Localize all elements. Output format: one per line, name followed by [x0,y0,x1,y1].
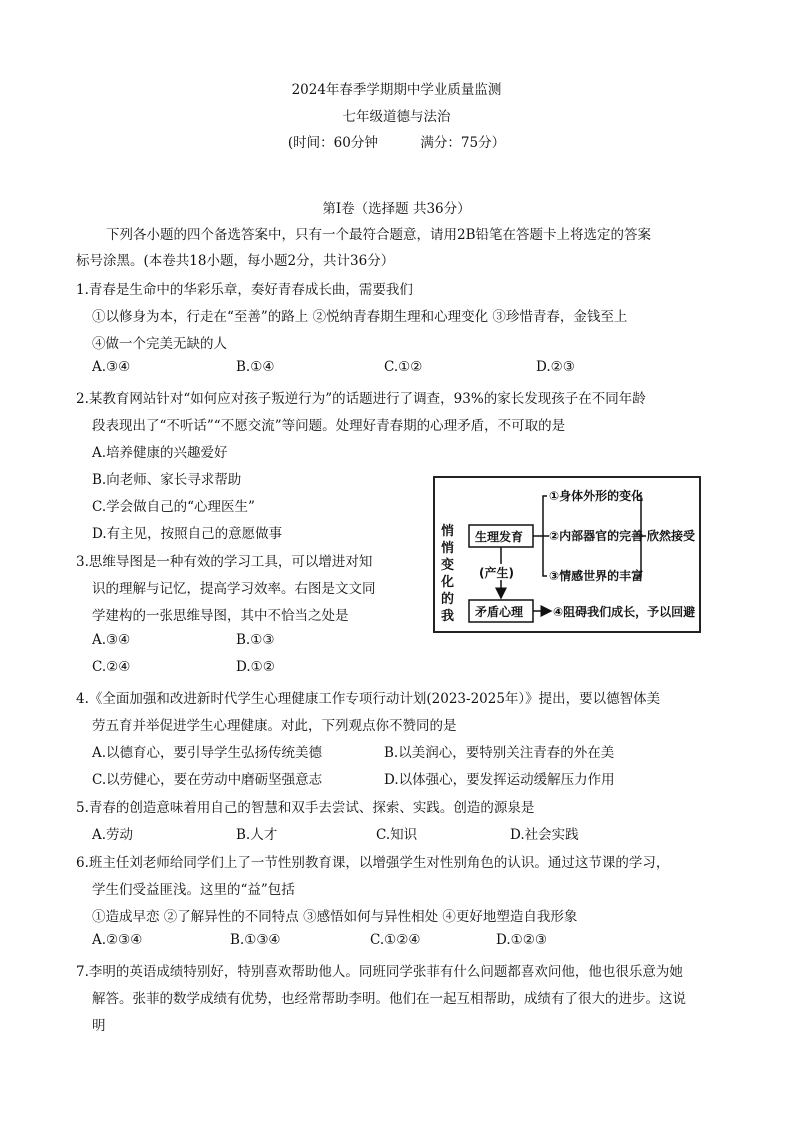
node-produce: (产生) [479,566,514,580]
vertical-label-char: 悄 [441,541,455,556]
branch-4: ④阻碍我们成长，予以回避 [553,605,696,619]
q3-option-d[interactable]: D.①② [236,659,275,675]
q6-option-c[interactable]: C.①②④ [370,932,421,948]
q1-option-d[interactable]: D.②③ [536,359,575,375]
q1-option-c[interactable]: C.①② [384,359,423,375]
q3-stem-2: 识的理解与记忆，提高学习效率。右图是文文同 [92,581,376,597]
branch-2: ②内部器官的完善 [549,529,644,543]
q7-stem-1: 7.李明的英语成绩特别好，特别喜欢帮助他人。同班同学张菲有什么问题都喜欢问他，他也很乐意为她 [76,964,683,980]
time-label: (时间：60分钟 [287,135,378,151]
q5-option-b[interactable]: B.人才 [236,827,278,843]
q3-stem-3: 学建构的一张思维导图，其中不恰当之处是 [92,608,349,624]
q1-option-b[interactable]: B.①④ [236,359,275,375]
node-physio: 生理发育 [475,530,524,544]
vertical-label-char: 化 [441,575,455,590]
exam-title: 2024年春季学期期中学业质量监测 [291,82,502,98]
q6-stem-2: 学生们受益匪浅。这里的“益”包括 [92,882,295,898]
branch-3: ③情感世界的丰富 [549,569,644,583]
q4-option-a[interactable]: A.以德育心，要引导学生弘扬传统美德 [92,745,323,761]
exam-subject: 七年级道德与法治 [342,109,451,125]
instructions-line-1: 下列各小题的四个备选答案中，只有一个最符合题意，请用2B铅笔在答题卡上将选定的答案 [106,227,652,243]
q3-stem-1: 3.思维导图是一种有效的学习工具，可以增进对知 [76,554,373,570]
q4-stem-2: 劳五育并举促进学生心理健康。对此，下列观点你不赞同的是 [92,718,457,734]
branch-1: ①身体外形的变化 [549,489,644,503]
q1-stem: 1.青春是生命中的华彩乐章，奏好青春成长曲，需要我们 [76,282,413,298]
q1-items-1: ①以修身为本，行走在“至善”的路上 ②悦纳青春期生理和心理变化 ③珍惜青春，金钱至上 [92,309,628,325]
node-psych: 矛盾心理 [475,605,524,619]
q5-stem: 5.青春的创造意味着用自己的智慧和双手去尝试、探索、实践。创造的源泉是 [76,800,535,816]
instructions-line-2: 标号涂黑。(本卷共18小题，每小题2分，共计36分） [76,253,395,269]
q4-stem-1: 4.《全面加强和改进新时代学生心理健康工作专项行动计划(2023-2025年）》提出，要以德智体美 [76,691,661,707]
q7-stem-2: 解答。张菲的数学成绩有优势，也经常帮助李明。他们在一起互相帮助，成绩有了很大的进步。这说 [92,991,686,1007]
q2-option-c[interactable]: C.学会做自己的“心理医生” [92,499,255,515]
q5-option-c[interactable]: C.知识 [376,827,418,843]
q3-option-c[interactable]: C.②④ [92,659,131,675]
q6-items: ①造成早恋 ②了解异性的不同特点 ③感悟如何与异性相处 ④更好地塑造自我形象 [92,909,578,925]
q3-option-a[interactable]: A.③④ [92,632,131,648]
q3-option-b[interactable]: B.①③ [236,632,275,648]
q1-items-2: ④做一个完美无缺的人 [92,336,227,352]
vertical-label-char: 变 [441,558,455,573]
q2-option-a[interactable]: A.培养健康的兴趣爱好 [92,445,228,461]
vertical-label-char: 的 [441,592,455,607]
mind-map-svg [435,478,699,631]
q6-option-a[interactable]: A.②③④ [92,932,143,948]
q4-option-b[interactable]: B.以美润心，要特别关注青春的外在美 [384,745,615,761]
q4-option-c[interactable]: C.以劳健心，要在劳动中磨砺坚强意志 [92,772,323,788]
q6-option-b[interactable]: B.①③④ [230,932,281,948]
vertical-label-char: 悄 [441,524,455,539]
q5-option-d[interactable]: D.社会实践 [510,827,579,843]
q1-option-a[interactable]: A.③④ [92,359,131,375]
score-label: 满分：75分） [420,135,506,151]
q2-stem-1: 2.某教育网站针对“如何应对孩子叛逆行为”的话题进行了调查，93%的家长发现孩子在不同年龄 [76,391,646,407]
q6-stem-1: 6.班主任刘老师给同学们上了一节性别教育课，以增强学生对性别角色的认识。通过这节课的学习， [76,855,670,871]
vertical-label-char: 我 [441,609,455,624]
q2-option-b[interactable]: B.向老师、家长寻求帮助 [92,472,242,488]
q2-option-d[interactable]: D.有主见，按照自己的意愿做事 [92,526,283,542]
q5-option-a[interactable]: A.劳动 [92,827,134,843]
q7-stem-3: 明 [92,1018,106,1034]
q4-option-d[interactable]: D.以体强心，要发挥运动缓解压力作用 [384,772,615,788]
mind-map-diagram [433,476,701,633]
exam-time-score [0,131,793,151]
q6-option-d[interactable]: D.①②③ [496,932,547,948]
section-title: 第Ⅰ卷（选择题 共36分） [322,201,471,217]
accept-label: 欣然接受 [647,529,696,543]
q2-stem-2: 段表现出了“不听话”“不愿交流”等问题。处理好青春期的心理矛盾，不可取的是 [92,418,566,434]
